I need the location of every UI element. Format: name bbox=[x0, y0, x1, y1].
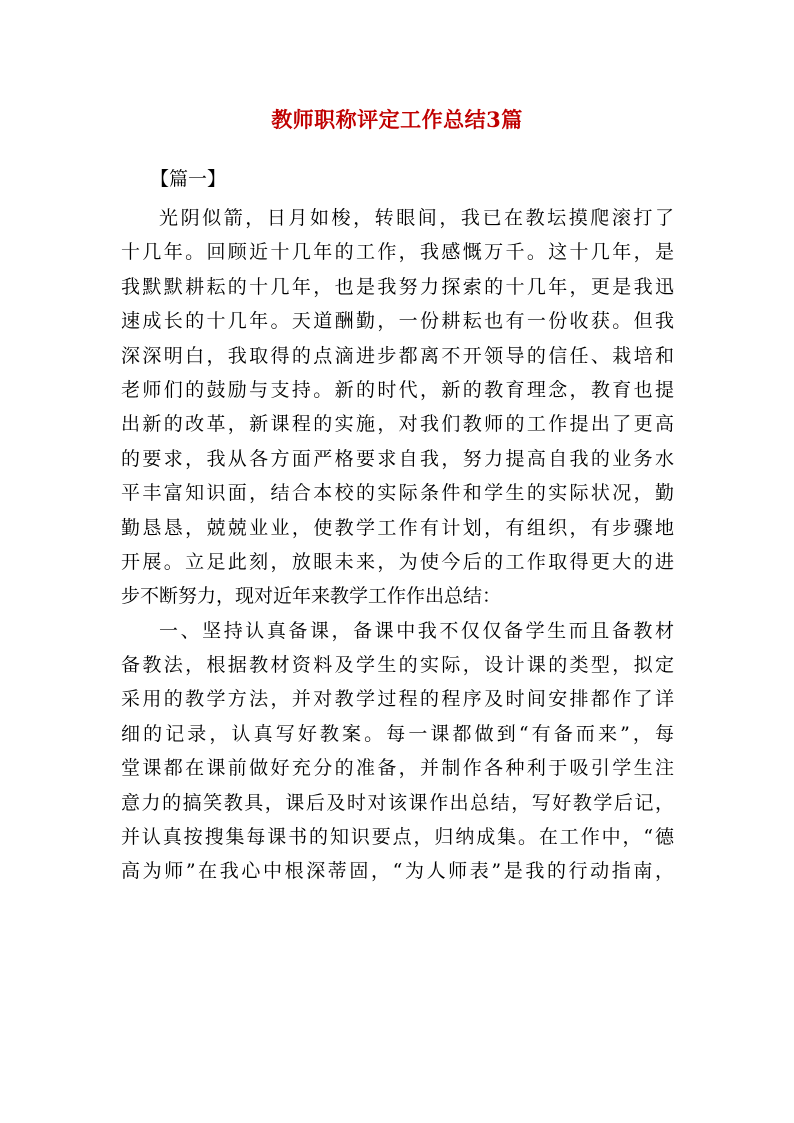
text-line: 的要求，我从各方面严格要求自我，努力提高自我的业务水 bbox=[121, 447, 674, 470]
document-body bbox=[121, 201, 674, 889]
text-line: 开展。立足此刻，放眼未来，为使今后的工作取得更大的进 bbox=[121, 550, 674, 573]
text-line: 一、坚持认真备课，备课中我不仅仅备学生而且备教材 bbox=[159, 619, 674, 642]
text-line: 步不断努力，现对近年来教学工作作出总结： bbox=[121, 585, 502, 608]
text-line: 细的记录，认真写好教案。每一课都做到“有备而来”，每 bbox=[121, 722, 674, 745]
text-line: 高为师”在我心中根深蒂固，“为人师表”是我的行动指南， bbox=[121, 860, 674, 883]
text-line: 出新的改革，新课程的实施，对我们教师的工作提出了更高 bbox=[121, 413, 674, 436]
text-line: 我默默耕耘的十几年，也是我努力探索的十几年，更是我迅 bbox=[121, 275, 674, 298]
text-line: 意力的搞笑教具，课后及时对该课作出总结，写好教学后记， bbox=[121, 791, 674, 814]
text-line: 采用的教学方法，并对教学过程的程序及时间安排都作了详 bbox=[121, 688, 674, 711]
text-line: 光阴似箭，日月如梭，转眼间，我已在教坛摸爬滚打了 bbox=[159, 207, 674, 229]
text-line: 并认真按搜集每课书的知识要点，归纳成集。在工作中，“德 bbox=[121, 826, 674, 849]
text-line: 老师们的鼓励与支持。新的时代，新的教育理念，教育也提 bbox=[121, 378, 674, 401]
text-line: 勤恳恳，兢兢业业，使教学工作有计划，有组织，有步骤地 bbox=[121, 516, 674, 539]
text-line: 平丰富知识面，结合本校的实际条件和学生的实际状况，勤 bbox=[121, 482, 674, 505]
text-line: 备教法，根据教材资料及学生的实际，设计课的类型，拟定 bbox=[121, 654, 674, 677]
text-line: 深深明白，我取得的点滴进步都离不开领导的信任、栽培和 bbox=[121, 344, 674, 367]
section-heading: 【篇一】 bbox=[150, 168, 227, 190]
document-title: 教师职称评定工作总结3篇 bbox=[271, 107, 523, 132]
text-line: 十几年。回顾近十几年的工作，我感慨万千。这十几年，是 bbox=[121, 241, 674, 264]
text-line: 堂课都在课前做好充分的准备，并制作各种利于吸引学生注 bbox=[121, 757, 674, 780]
text-line: 速成长的十几年。天道酬勤，一份耕耘也有一份收获。但我 bbox=[121, 310, 674, 333]
